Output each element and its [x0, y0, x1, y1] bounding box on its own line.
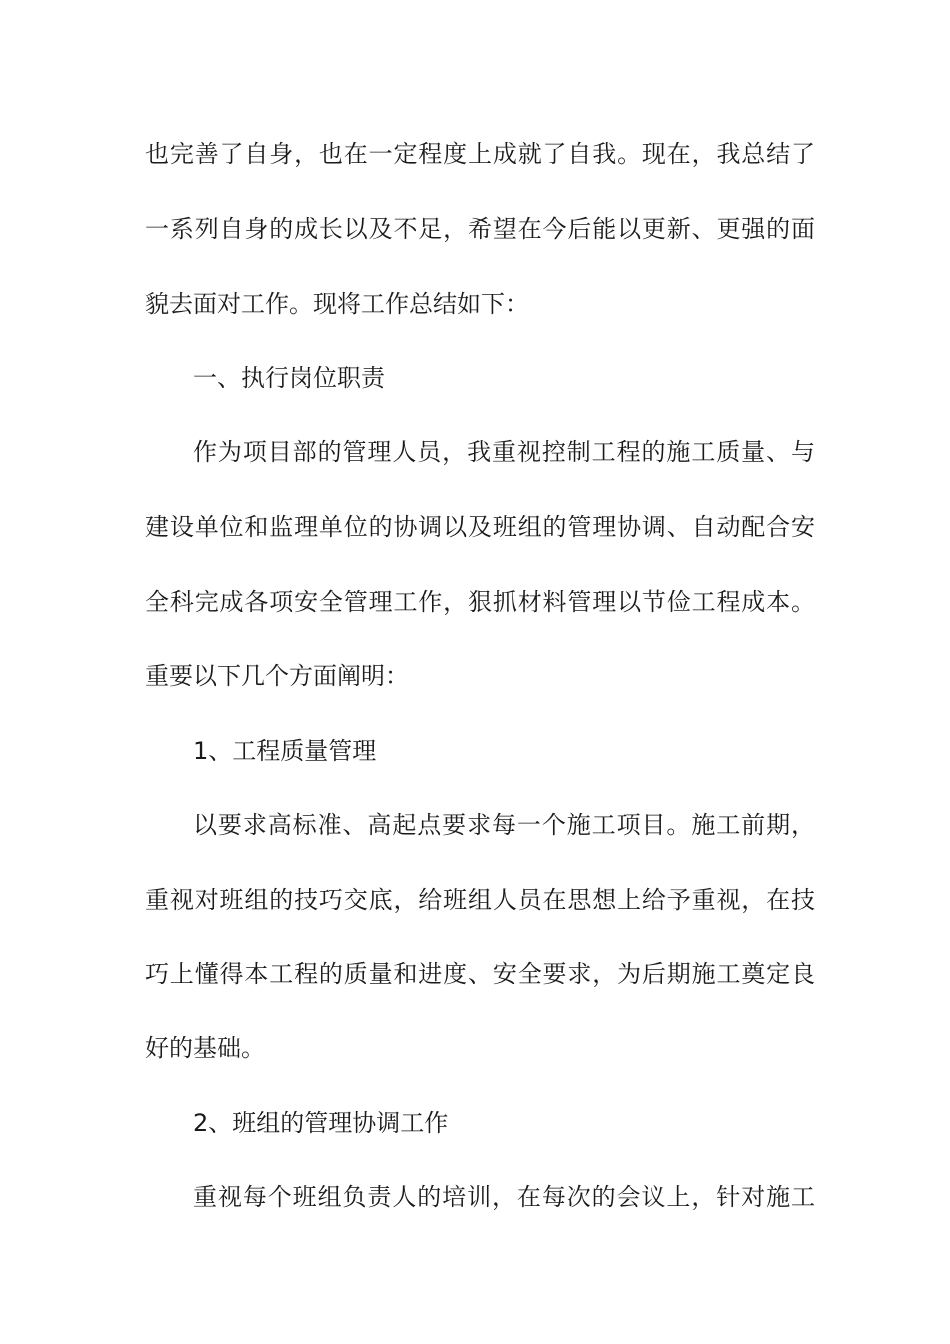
- paragraph-line: 也完善了自身，也在一定程度上成就了自我。现在，我总结了: [145, 140, 815, 168]
- subsection-heading: 2、班组的管理协调工作: [193, 1109, 449, 1137]
- paragraph-line: 重视每个班组负责人的培训，在每次的会议上，针对施工: [193, 1183, 815, 1211]
- paragraph-line: 好的基础。: [145, 1034, 265, 1062]
- paragraph-line: 巧上懂得本工程的质量和进度、安全要求，为后期施工奠定良: [145, 960, 815, 988]
- paragraph-line: 作为项目部的管理人员，我重视控制工程的施工质量、与: [193, 438, 815, 466]
- paragraph-line: 重要以下几个方面阐明：: [145, 662, 409, 690]
- paragraph-line: 全科完成各项安全管理工作，狠抓材料管理以节俭工程成本。: [145, 588, 815, 616]
- paragraph-line: 貌去面对工作。现将工作总结如下：: [145, 290, 529, 318]
- section-heading: 一、执行岗位职责: [193, 364, 385, 392]
- subsection-heading: 1、工程质量管理: [193, 737, 377, 765]
- paragraph-line: 重视对班组的技巧交底，给班组人员在思想上给予重视，在技: [145, 886, 815, 914]
- paragraph-line: 一系列自身的成长以及不足，希望在今后能以更新、更强的面: [145, 215, 815, 243]
- paragraph-line: 以要求高标准、高起点要求每一个施工项目。施工前期，: [193, 811, 815, 839]
- paragraph-line: 建设单位和监理单位的协调以及班组的管理协调、自动配合安: [145, 513, 815, 541]
